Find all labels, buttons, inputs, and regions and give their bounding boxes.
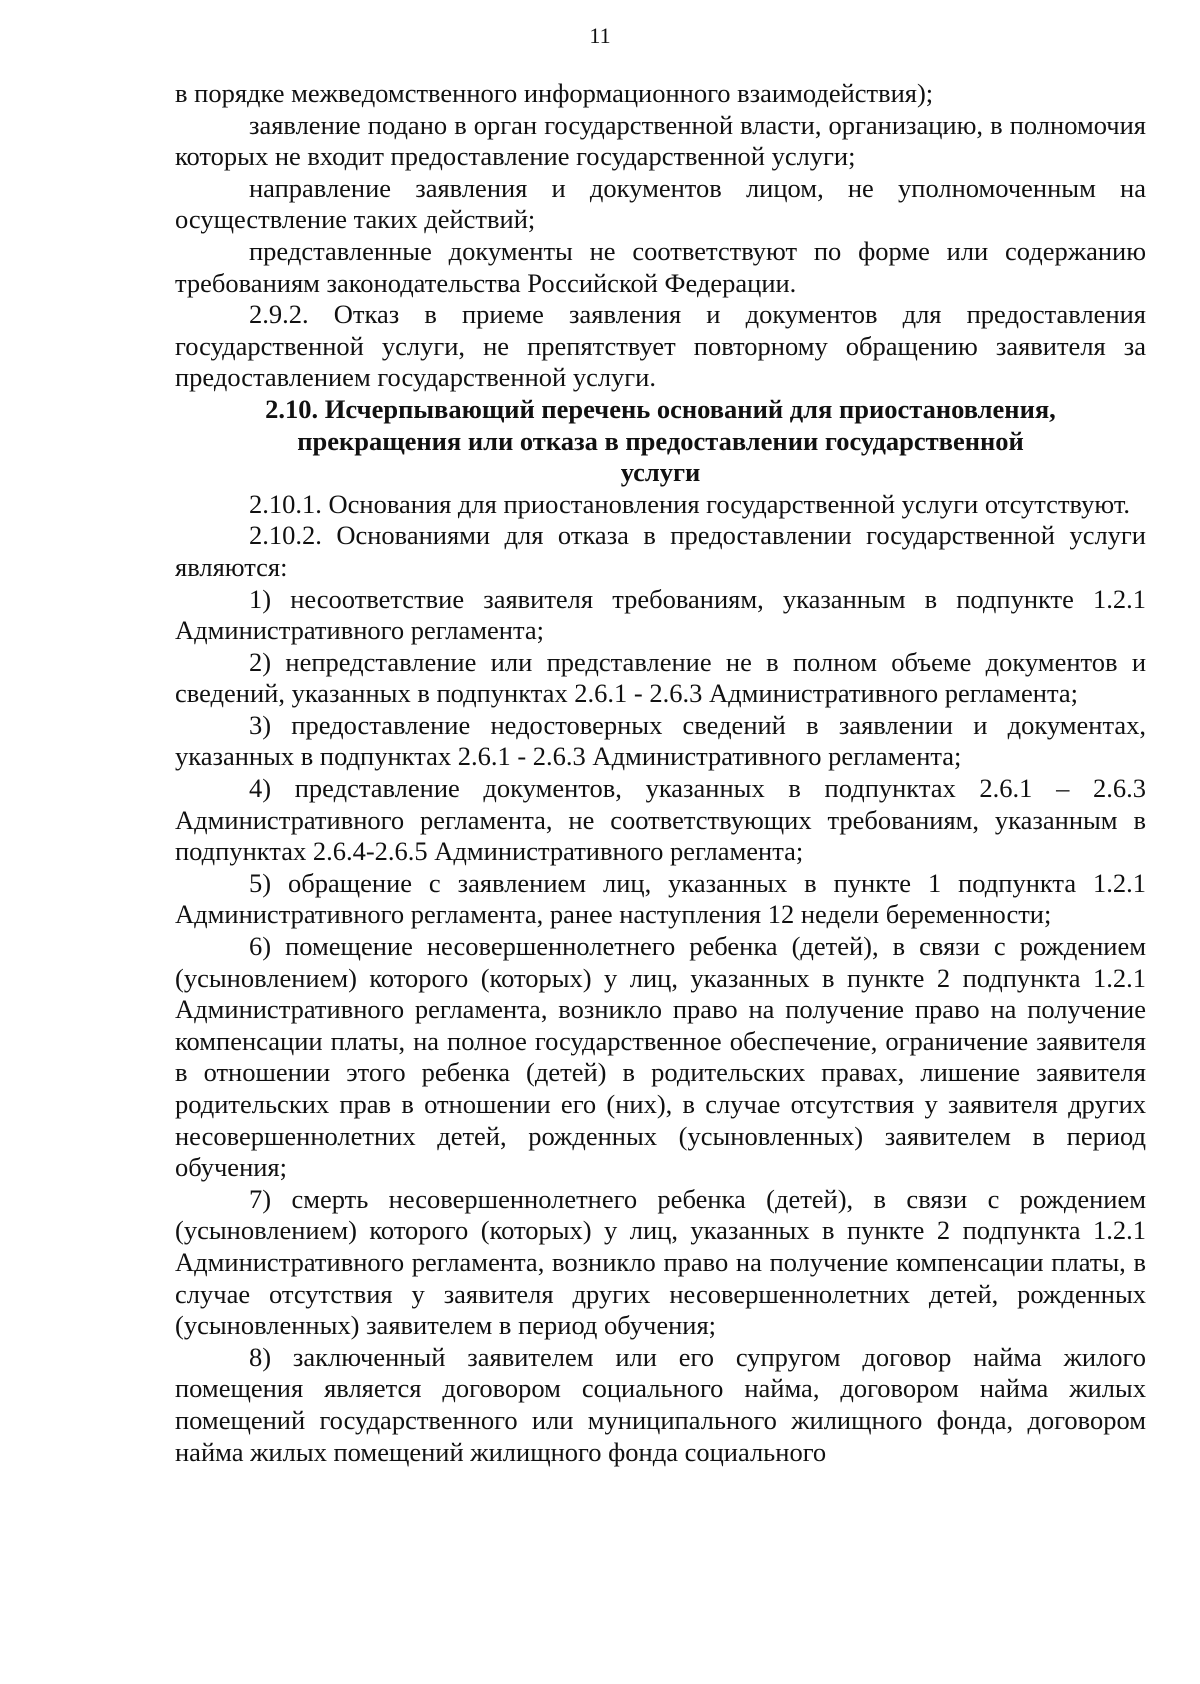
list-item: 2) непредставление или представление не в полном объеме документов и сведений, указанных в подпунктах 2.6.1 - 2.6.3 Административного регламента; bbox=[175, 646, 1146, 709]
section-heading-line: услуги bbox=[620, 457, 701, 488]
paragraph: в порядке межведомственного информационного взаимодействия); bbox=[175, 78, 934, 108]
list-item: 8) заключенный заявителем или его супругом договор найма жилого помещения является договором социального найма, договором найма жилых помещений государственного или муниципального жилищного фонда, договором найма жилых помещений жилищного фонда социального bbox=[175, 1341, 1146, 1467]
list-item: 5) обращение с заявлением лиц, указанных в пункте 1 подпункта 1.2.1 Административного регламента, ранее наступления 12 недели беременности; bbox=[175, 867, 1146, 930]
section-heading-line: прекращения или отказа в предоставлении государственной bbox=[297, 425, 1024, 456]
document-body bbox=[175, 78, 1146, 1468]
list-item: 7) смерть несовершеннолетнего ребенка (детей), в связи с рождением (усыновлением) которого (которых) у лиц, указанных в пункте 2 подпункта 1.2.1 Административного регламента, возникло право на получение компенсации платы, в случае отсутствия у заявителя других несовершеннолетних детей, рожденных (усыновленных) заявителем в период обучения; bbox=[175, 1183, 1146, 1341]
list-item: 6) помещение несовершеннолетнего ребенка (детей), в связи с рождением (усыновлением) которого (которых) у лиц, указанных в пункте 2 подпункта 1.2.1 Административного регламента, возникло право на получение право на получение компенсации платы, на полное государственное обеспечение, ограничение заявителя в отношении этого ребенка (детей) в родительских правах, лишение заявителя родительских прав в отношении его (них), в случае отсутствия у заявителя других несовершеннолетних детей, рожденных (усыновленных) заявителем в период обучения; bbox=[175, 931, 1146, 1183]
list-item: 1) несоответствие заявителя требованиям, указанным в подпункте 1.2.1 Административного регламента; bbox=[175, 583, 1146, 646]
section-heading-line: 2.10. Исчерпывающий перечень оснований для приостановления, bbox=[265, 393, 1056, 424]
list-item: 4) представление документов, указанных в подпунктах 2.6.1 – 2.6.3 Административного регламента, не соответствующих требованиям, указанным в подпунктах 2.6.4-2.6.5 Административного регламента; bbox=[175, 773, 1146, 867]
paragraph: представленные документы не соответствуют по форме или содержанию требованиям законодательства Российской Федерации. bbox=[175, 235, 1146, 298]
paragraph: направление заявления и документов лицом, не уполномоченным на осуществление таких действий; bbox=[175, 172, 1146, 235]
list-item: 3) предоставление недостоверных сведений в заявлении и документах, указанных в подпунктах 2.6.1 - 2.6.3 Административного регламента; bbox=[175, 709, 1146, 772]
paragraph: 2.9.2. Отказ в приеме заявления и документов для предоставления государственной услуги, не препятствует повторному обращению заявителя за предоставлением государственной услуги. bbox=[175, 299, 1146, 393]
paragraph: заявление подано в орган государственной власти, организацию, в полномочия которых не входит предоставление государственной услуги; bbox=[175, 109, 1146, 172]
paragraph: 2.10.2. Основаниями для отказа в предоставлении государственной услуги являются: bbox=[175, 520, 1146, 582]
section-heading bbox=[175, 394, 1146, 489]
page-number: 11 bbox=[589, 23, 611, 48]
paragraph: 2.10.1. Основания для приостановления государственной услуги отсутствуют. bbox=[249, 488, 1131, 519]
